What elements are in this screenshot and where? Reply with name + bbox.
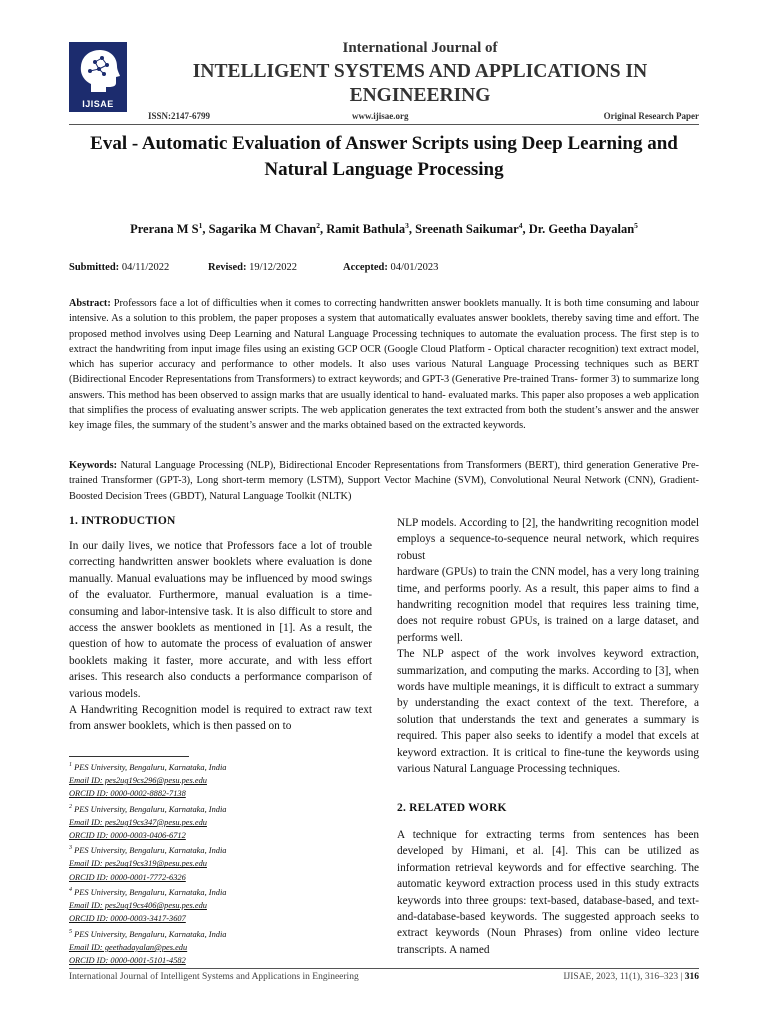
introduction-continued — [397, 515, 699, 778]
footnote-orcid[interactable]: ORCID ID: 0000-0003-0406-6712 — [69, 831, 186, 841]
footnote-orcid[interactable]: ORCID ID: 0000-0001-7772-6326 — [69, 872, 186, 882]
author-name: Sagarika M Chavan — [208, 222, 317, 237]
paragraph: hardware (GPUs) to train the CNN model, has a very long training time, and performs poorly. As a result, this paper aims to find a handwriting recognition model that requires less training time, does not require robust GPUs, is trained on a large dataset, and performs well. — [397, 566, 699, 644]
paragraph: NLP models. According to [2], the handwriting recognition model employs a sequence-to-sequence neural network, which requires robust — [397, 517, 699, 562]
paper-title: Eval - Automatic Evaluation of Answer Scripts using Deep Learning and Natural Language Processing — [90, 133, 678, 180]
author-name: Ramit Bathula — [326, 222, 406, 237]
footnote-affiliation: $^4$ PES University, Bengaluru, Karnataka, India — [69, 887, 227, 897]
footer-citation: IJISAE, 2023, 11(1), 316–323 | 316 — [563, 972, 699, 982]
footnote-email[interactable]: Email ID: pes2ug19cs296@pesu.pes.edu — [69, 776, 207, 786]
head-profile-icon — [73, 46, 123, 96]
page-number: 316 — [684, 972, 699, 982]
author-affil-mark: 2 — [316, 221, 321, 230]
footnote-orcid[interactable]: ORCID ID: 0000-0003-3417-3607 — [69, 914, 186, 924]
introduction-body — [69, 538, 372, 735]
revised-date: Revised: 19/12/2022 — [208, 262, 297, 273]
paper-type: Original Research Paper — [603, 111, 699, 121]
footnote-email[interactable]: Email ID: pes2ug19cs406@pesu.pes.edu — [69, 901, 207, 911]
accepted-date: Accepted: 04/01/2023 — [343, 262, 439, 273]
submitted-date: Submitted: 04/11/2022 — [69, 262, 170, 273]
author-affil-mark: 4 — [518, 221, 523, 230]
abstract-label: Abstract: — [69, 298, 111, 309]
author-list: Prerana M $S^1$, Sagarika M Chavan$^2$, Ramit Bathula$^3$, Sreenath Saikumar$^4$, Dr. Geetha Dayalan$^5$ — [130, 221, 638, 237]
introduction-heading: 1. INTRODUCTION — [69, 515, 176, 527]
author-name: Prerana M S — [130, 222, 199, 237]
header-divider — [69, 124, 699, 125]
paragraph: The NLP aspect of the work involves keyword extraction, summarization, and computing the marks. According to [3], when words have multiple meanings, it is difficult to extract a summary by understanding the exact context of the text. Therefore, a solution that understands the text and generates a summary is required. This paper also seeks to identify a model that excels at keyword extraction. It is critical to fine-tune the keywords using various Natural Language Processing techniques. — [397, 648, 699, 776]
footnote-affiliation: $^2$ PES University, Bengaluru, Karnataka, India — [69, 803, 227, 814]
journal-logo — [69, 42, 127, 112]
paragraph: A technique for extracting terms from sentences has been developed by Himani, et al. [4]. This can be utilized as information retrieval keywords and for effective searching. The automatic keyword extraction process used in this study extracts keywords into three groups: text-based, database-based, and text-and-database-based keywords. The suggested approach seeks to extract keywords (Noun Phrases) from online video lecture transcripts. A named — [397, 829, 699, 956]
footnote-affiliation: $^5$ PES University, Bengaluru, Karnataka, India — [69, 928, 227, 939]
abstract-text: Professors face a lot of difficulties when it comes to correcting handwritten answer booklets manually. It is both time consuming and labour intensive. As a solution to this problem, the paper proposes a system that automatically evaluates answer booklets, thereby saving time and effort. The proposed method involves using Deep Learning and Natural Language Processing techniques to automate the evaluation process. The first step is to extract the handwriting from input image files using an existing GCP OCR (Google Cloud Platform - Optical character recognition) text extract model, which has superior accuracy and performance to other models. It also uses various Natural Language Processing techniques such as BERT (Bidirectional Encoder Representations from Transformers) to extract keywords; and GPT-3 (Generative Pre-trained Trans- former 3) to summarize long answers. This method has been observed to assign marks that are usually identical to hand- evaluated marks. This paper also proposes a web application that simplifies the process of evaluating answer scripts. The web application generates the text extracted from both the student’s answer and the answer key image files, the summary of the student’s answer and the marks obtained based on the extracted keywords. — [69, 298, 700, 432]
issn: ISSN:2147-6799 — [148, 111, 211, 121]
footnote-affiliation: $^1$ PES University, Bengaluru, Karnataka, India — [69, 762, 227, 772]
paragraph: In our daily lives, we notice that Professors face a lot of trouble correcting handwritten answer booklets where evaluation is done manually. Manual evaluations may be influenced by mood swings of the evaluator. Furthermore, manual evaluation is a time-consuming and labor-intensive task. It is also difficult to store and access the answer booklets as mentioned in [1]. As a result, the question of how to automate the process of evaluation of answer booklets making it faster, more accurate, and with less effort arises. This research also conducts a performance comparison of various models. — [69, 540, 372, 700]
author-affil-mark: 5 — [634, 221, 638, 230]
footnote-orcid[interactable]: ORCID ID: 0000-0001-5101-4582 — [69, 956, 186, 966]
keywords — [69, 458, 699, 504]
journal-prefix: International Journal of — [342, 40, 498, 56]
footer-journal: International Journal of Intelligent Systems and Applications in Engineering — [69, 972, 359, 982]
affiliation-footnotes — [69, 759, 372, 967]
author-name: Dr. Geetha Dayalan — [528, 222, 635, 237]
footer-divider — [69, 968, 699, 969]
author-name: Sreenath Saikumar — [415, 222, 519, 237]
related-work-heading: 2. RELATED WORK — [397, 802, 507, 814]
author-affil-mark: 1 — [198, 221, 203, 230]
related-work-body — [397, 827, 699, 958]
keywords-label: Keywords: — [69, 460, 118, 471]
keywords-text: Natural Language Processing (NLP), Bidirectional Encoder Representations from Transformers (BERT), third generation Generative Pre-trained Transformer (GPT-3), Long short-term memory (LSTM), Support Vector Machine (SVM), Convolutional Neural Network (CNN), Gradient-Boosted Decision Trees (GBDT), Natural Language Toolkit (NLTK) — [69, 460, 699, 502]
author-affil-mark: 3 — [405, 221, 409, 230]
footnote-affiliation: $^3$ PES University, Bengaluru, Karnataka, India — [69, 845, 227, 856]
journal-website-link[interactable]: www.ijisae.org — [352, 111, 409, 121]
logo-label: IJISAE — [82, 99, 114, 109]
footnote-email[interactable]: Email ID: pes2ug19cs319@pesu.pes.edu — [69, 859, 207, 869]
journal-name: INTELLIGENT SYSTEMS AND APPLICATIONS IN ENGINEERING — [192, 61, 648, 106]
footnote-email[interactable]: Email ID: geethadayalan@pes.edu — [69, 942, 188, 952]
abstract — [69, 296, 699, 434]
paragraph: A Handwriting Recognition model is required to extract raw text from answer booklets, which is then passed on to — [69, 704, 372, 733]
footnote-orcid[interactable]: ORCID ID: 0000-0002-8882-7138 — [69, 789, 186, 799]
footnote-email[interactable]: Email ID: pes2ug19cs347@pesu.pes.edu — [69, 817, 207, 827]
footnote-divider — [69, 756, 189, 757]
